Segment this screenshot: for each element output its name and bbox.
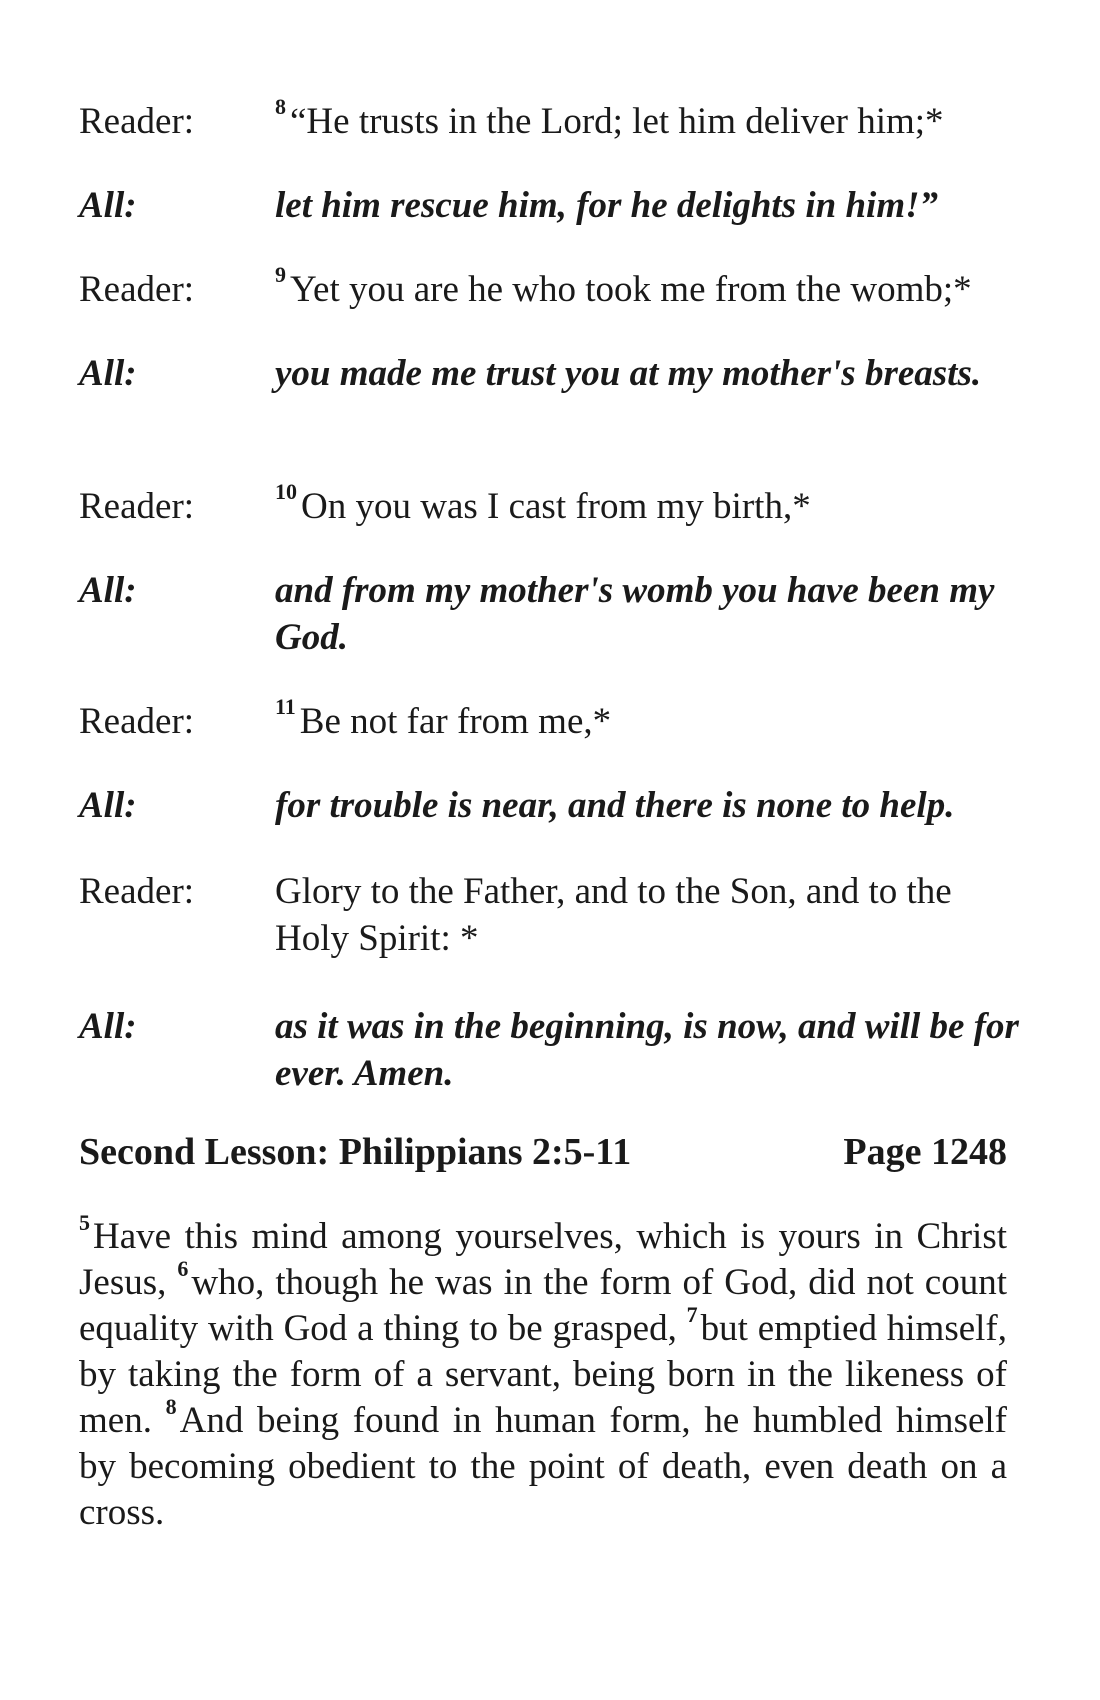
verse-text: On you was I cast from my birth,* [301, 486, 811, 527]
psalm-text [275, 694, 1019, 745]
verse-number: 8 [165, 1394, 177, 1419]
lesson-title: Second Lesson: Philippians 2:5-11 [79, 1131, 632, 1173]
psalm-line-all [79, 350, 1019, 397]
psalm-text [275, 94, 1019, 145]
speaker-label: Reader: [79, 871, 195, 912]
psalm-line-reader [79, 694, 1019, 745]
verse-number: 6 [177, 1256, 189, 1281]
verse-number: 7 [686, 1302, 698, 1327]
lesson-passage [79, 1210, 1008, 1536]
psalm-text: as it was in the beginning, is now, and will be for ever. Amen. [275, 1006, 1019, 1094]
psalm-text: let him rescue him, for he delights in him!” [275, 185, 939, 226]
verse-number: 5 [79, 1210, 90, 1235]
psalm-line-all [79, 782, 1019, 829]
psalm-line-reader [79, 262, 1019, 313]
speaker-label: Reader: [79, 101, 195, 142]
psalm-line-all [79, 567, 1019, 661]
speaker-label: All: [79, 570, 137, 611]
verse-number: 8 [275, 94, 286, 119]
psalm-line-reader [79, 479, 1019, 530]
speaker-label: Reader: [79, 269, 195, 310]
speaker-label: Reader: [79, 486, 195, 527]
verse-text: “He trusts in the Lord; let him deliver him;* [290, 101, 944, 142]
verse-text: Yet you are he who took me from the womb;* [290, 269, 972, 310]
psalm-text: Glory to the Father, and to the Son, and to the Holy Spirit: * [275, 871, 952, 959]
speaker-label: All: [79, 185, 137, 226]
speaker-label: All: [79, 785, 137, 826]
psalm-text [275, 479, 1019, 530]
verse-text: And being found in human form, he humbled himself by becoming obedient to the point of death, even death on a cross. [79, 1400, 1007, 1533]
verse-text: Have this mind among yourselves, which is yours in Christ Jesus, [79, 1216, 1007, 1303]
lesson-heading [79, 1128, 1007, 1176]
verse-text: but emptied himself, by taking the form of a servant, being born in the likeness of men. [79, 1308, 1007, 1441]
speaker-label: Reader: [79, 701, 195, 742]
verse-number: 10 [275, 479, 297, 504]
speaker-label: All: [79, 353, 137, 394]
speaker-label: All: [79, 1006, 137, 1047]
verse-text: who, though he was in the form of God, did not count equality with God a thing to be grasped, [79, 1262, 1008, 1349]
psalm-line-all [79, 1003, 1019, 1097]
verse-text: Be not far from me,* [299, 701, 612, 742]
psalm-text [275, 262, 1019, 313]
psalm-text: and from my mother's womb you have been my God. [275, 570, 995, 658]
lesson-page-reference: Page 1248 [843, 1131, 1007, 1173]
verse-number: 11 [275, 694, 296, 719]
psalm-text: you made me trust you at my mother's breasts. [275, 353, 982, 394]
verse-number: 9 [275, 262, 286, 287]
psalm-text: for trouble is near, and there is none to help. [275, 785, 955, 826]
psalm-line-all [79, 182, 1019, 229]
psalm-line-reader [79, 94, 1019, 145]
psalm-line-reader [79, 868, 1019, 962]
